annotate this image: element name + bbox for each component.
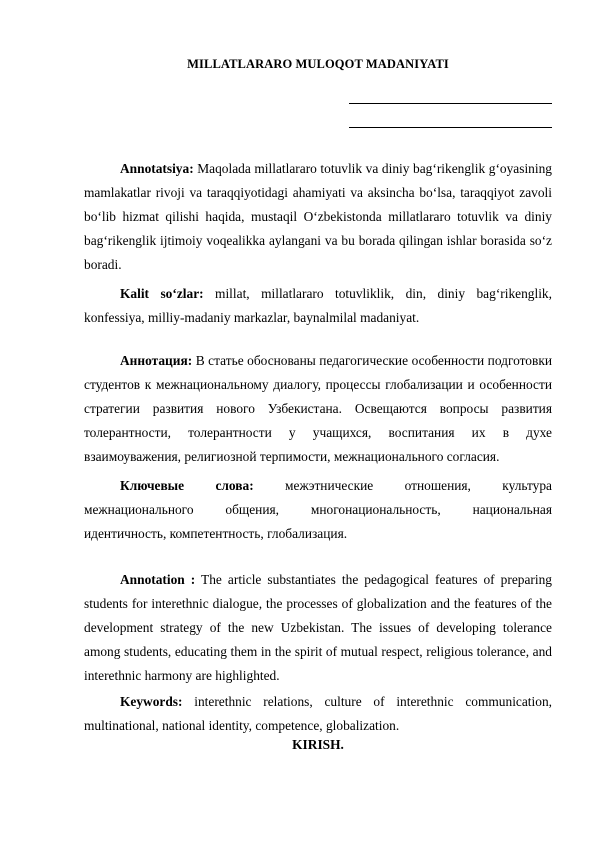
- uzbek-keywords-text: millat, millatlararo totuvliklik, din, diniy bag‘rikenglik, konfessiya, milliy-madaniy markazlar, baynalmilal madaniyat.: [84, 286, 552, 325]
- section-heading: KIRISH.: [292, 737, 344, 752]
- russian-keywords-label: Ключевые слова:: [120, 478, 254, 493]
- author-line-2: [349, 127, 552, 128]
- english-annotation-label: Annotation :: [120, 572, 196, 587]
- english-annotation-text: The article substantiates the pedagogical features of preparing students for interethnic dialogue, the processes of globalization and the features of the development strategy of the new Uzbekistan. The issues of developing tolerance among students, educating them in the spirit of mutual respect, religious tolerance, and interethnic harmony are highlighted.: [84, 572, 552, 683]
- uzbek-keywords-label: Kalit so‘zlar:: [120, 286, 204, 301]
- russian-annotation-label: Аннотация:: [120, 353, 193, 368]
- russian-annotation: [84, 349, 552, 469]
- english-keywords-text: interethnic relations, culture of interethnic communication, multinational, national identity, competence, globalization.: [84, 694, 552, 733]
- uzbek-annotation-text: Maqolada millatlararo totuvlik va diniy bag‘rikenglik g‘oyasining mamlakatlar rivoji va taraqqiyotidagi ahamiyati va aksincha bo‘lsa, taraqqiyot zavoli bo‘lib hizmat qilishi haqida, mustaqil O‘zbekistonda millatlararo totuvlik va diniy bag‘rikenglik ijtimoiy voqealikka aylangani va bu borada qilingan ishlar borasida so‘z boradi.: [84, 161, 552, 272]
- russian-keywords: [84, 474, 552, 546]
- document-title: MILLATLARARO MULOQOT MADANIYATI: [187, 57, 449, 71]
- english-keywords-label: Keywords:: [120, 694, 183, 709]
- russian-keywords-text: межэтнические отношения, культура межнационального общения, многонациональность, национальная идентичность, компетентность, глобализация.: [84, 478, 552, 541]
- russian-annotation-text: В статье обоснованы педагогические особенности подготовки студентов к межнациональному диалогу, процессы глобализации и особенности стратегии развития нового Узбекистана. Освещаются вопросы развития толерантности, толерантности у учащихся, воспитания их в духе взаимоуважения, религиозной терпимости, межнационального согласия.: [84, 353, 552, 464]
- author-line-1: [349, 103, 552, 104]
- uzbek-keywords: [84, 282, 552, 330]
- english-keywords: [84, 690, 552, 738]
- uzbek-annotation: [84, 157, 552, 277]
- english-annotation: [84, 568, 552, 688]
- uzbek-annotation-label: Annotatsiya:: [120, 161, 194, 176]
